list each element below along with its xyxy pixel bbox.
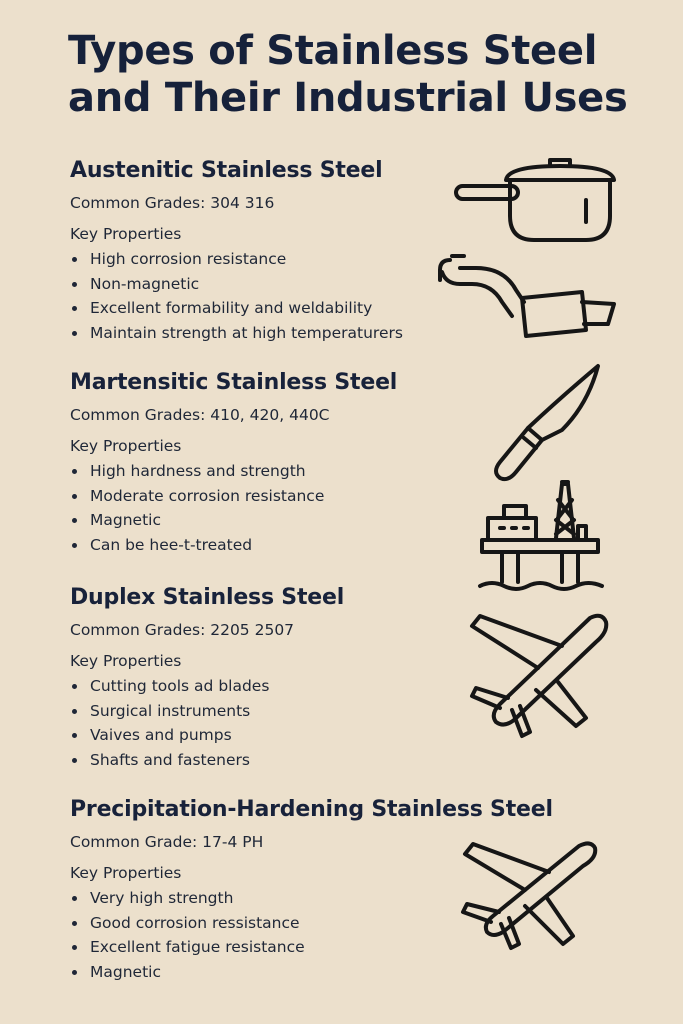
common-grades: Common Grades: 304 316 [70,194,275,212]
section-heading: Precipitation-Hardening Stainless Steel [70,797,553,822]
page-title [68,28,628,122]
list-item: Vaives and pumps [70,723,510,748]
key-properties-label: Key Properties [70,864,182,882]
knife-icon [480,358,610,488]
list-item: Surgical instruments [70,699,510,724]
section-heading: Martensitic Stainless Steel [70,370,398,395]
list-item: Non-magnetic [70,272,510,297]
section-heading: Austenitic Stainless Steel [70,158,383,183]
list-item: Excellent formability and weldability [70,296,510,321]
list-item: Maintain strength at high temperaturers [70,321,510,346]
property-list [70,674,510,772]
list-item: High corrosion resistance [70,247,510,272]
common-grades: Common Grade: 17-4 PH [70,833,264,851]
common-grades: Common Grades: 410, 420, 440C [70,406,330,424]
list-item: Cutting tools ad blades [70,674,510,699]
key-properties-label: Key Properties [70,437,182,455]
common-grades: Common Grades: 2205 2507 [70,621,295,639]
section-heading: Duplex Stainless Steel [70,585,345,610]
oil-rig-icon [478,478,608,598]
list-item: Moderate corrosion resistance [70,484,510,509]
property-list [70,886,510,984]
airplane-icon [455,832,605,957]
key-properties-label: Key Properties [70,652,182,670]
title-line-2: and Their Industrial Uses [68,75,628,121]
list-item: Can be hee-t-treated [70,533,510,558]
cooking-pot-icon [450,152,620,247]
section-duplex [70,585,510,772]
list-item: Excellent fatigue resistance [70,935,510,960]
airplane-icon [462,608,612,748]
list-item: Very high strength [70,886,510,911]
section-precipitation-hardening [70,797,553,984]
exhaust-pipe-icon [432,250,622,345]
list-item: Magnetic [70,508,510,533]
title-line-1: Types of Stainless Steel [68,28,598,74]
key-properties-label: Key Properties [70,225,182,243]
list-item: Shafts and fasteners [70,748,510,773]
list-item: High hardness and strength [70,459,510,484]
property-list [70,459,510,557]
section-martensitic [70,370,510,557]
list-item: Magnetic [70,960,510,985]
list-item: Good corrosion ressistance [70,911,510,936]
